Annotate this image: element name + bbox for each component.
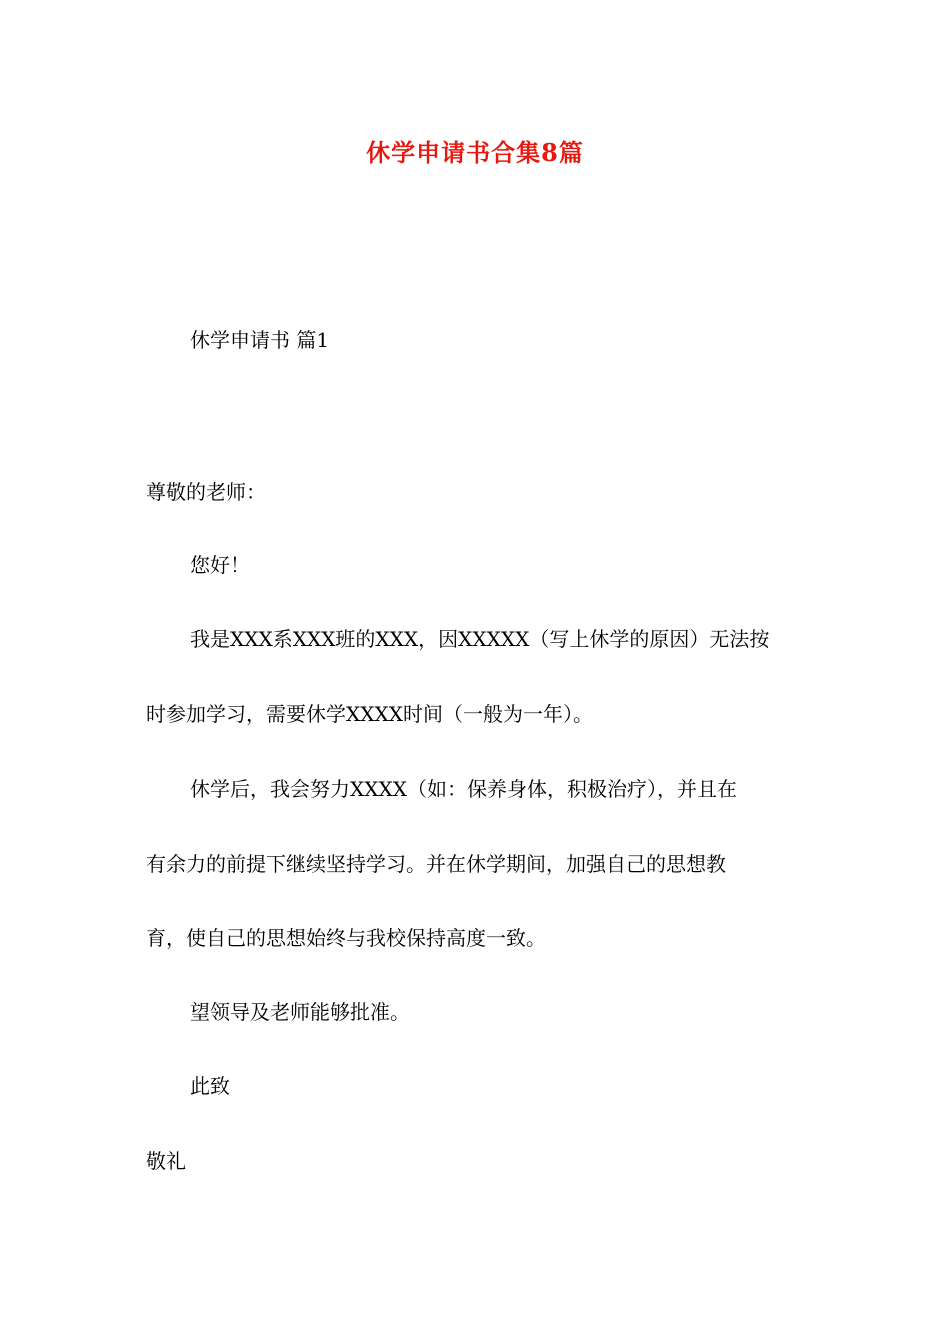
greeting: 您好！ [190,553,250,577]
closing-line2: 敬礼 [146,1149,186,1173]
salutation: 尊敬的老师： [146,480,266,504]
request-line: 望领导及老师能够批准。 [190,1000,410,1024]
paragraph1-line2: 时参加学习，需要休学XXXX时间（一般为一年）。 [146,702,593,726]
section-heading: 休学申请书 篇1 [190,328,330,352]
paragraph1-line1: 我是XXX系XXX班的XXX，因XXXXX（写上休学的原因）无法按 [190,627,770,651]
closing-line1: 此致 [190,1074,230,1098]
paragraph2-line2: 有余力的前提下继续坚持学习。并在休学期间，加强自己的思想教 [146,852,726,876]
document-title: 休学申请书合集8篇 [366,138,584,167]
paragraph2-line3: 育，使自己的思想始终与我校保持高度一致。 [146,926,546,950]
paragraph2-line1: 休学后，我会努力XXXX（如：保养身体，积极治疗），并且在 [190,777,737,801]
